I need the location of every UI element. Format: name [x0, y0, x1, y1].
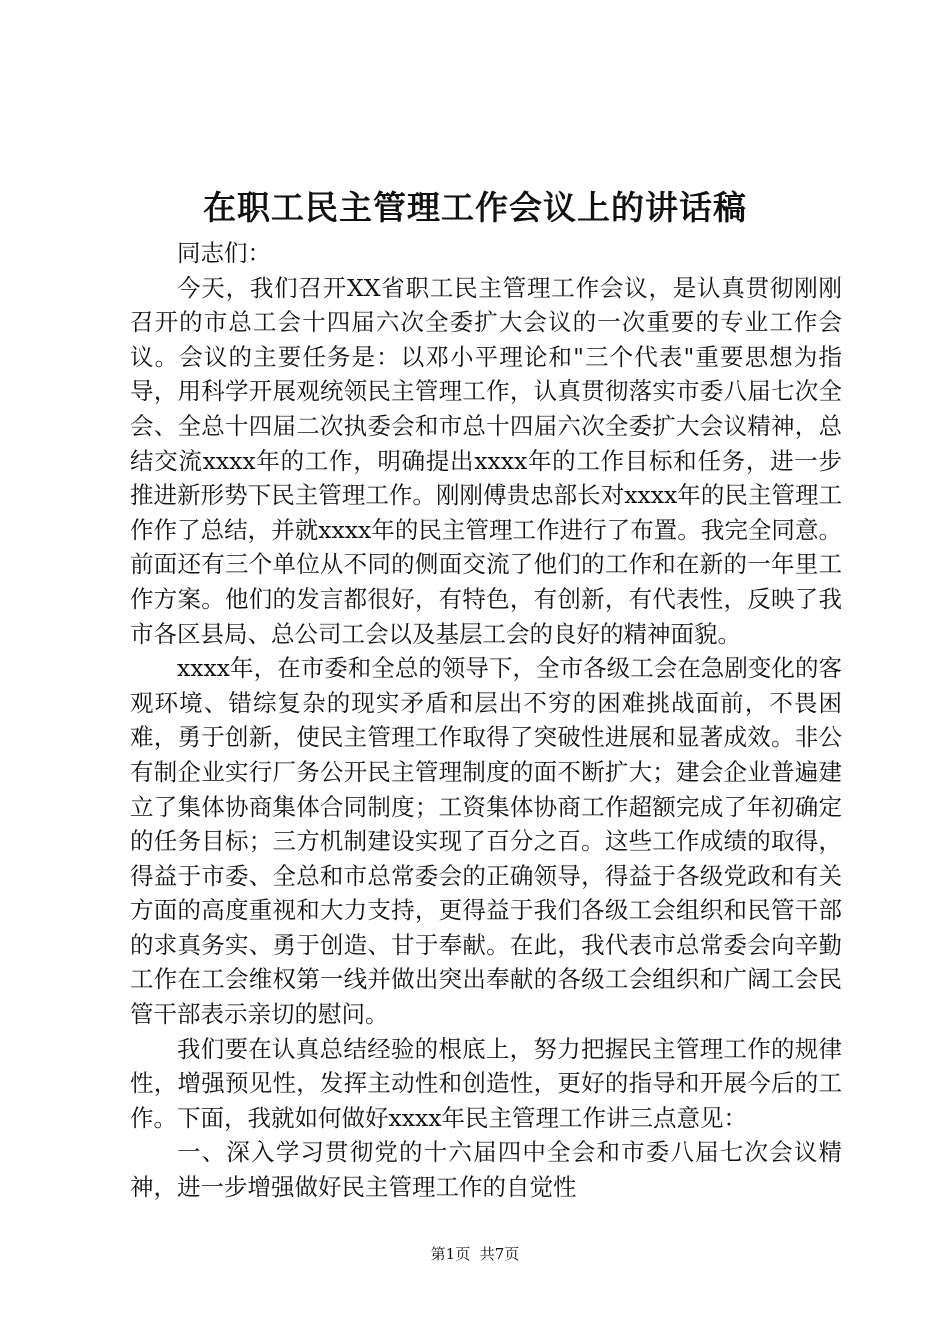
page-footer	[0, 1244, 950, 1264]
paragraph-2: xxxx年，在市委和全总的领导下，全市各级工会在急剧变化的客观环境、错综复杂的现实矛盾和层出不穷的困难挑战面前，不畏困难，勇于创新，使民主管理工作取得了突破性进展和显著成效。非公有制企业实行厂务公开民主管理制度的面不断扩大；建会企业普遍建立了集体协商集体合同制度；工资集体协商工作超额完成了年初确定的任务目标；三方机制建设实现了百分之百。这些工作成绩的取得，得益于市委、全总和市总常委会的正确领导，得益于各级党政和有关方面的高度重视和大力支持，更得益于我们各级工会组织和民管干部的求真务实、勇于创造、甘于奉献。在此，我代表市总常委会向辛勤工作在工会维权第一线并做出突出奉献的各级工会组织和广阔工会民管干部表示亲切的慰问。	[130, 654, 842, 1029]
section-heading-1: 一、深入学习贯彻党的十六届四中全会和市委八届七次会议精神，进一步增强做好民主管理工作的自觉性	[130, 1138, 842, 1202]
paragraph-1: 今天，我们召开XX省职工民主管理工作会议，是认真贯彻刚刚召开的市总工会十四届六次全委扩大会议的一次重要的专业工作会议。会议的主要任务是：以邓小平理论和"三个代表"重要思想为指导，用科学开展观统领民主管理工作，认真贯彻落实市委八届七次全会、全总十四届二次执委会和市总十四届六次全委扩大会议精神，总结交流xxxx年的工作，明确提出xxxx年的工作目标和任务，进一步推进新形势下民主管理工作。刚刚傅贵忠部长对xxxx年的民主管理工作作了总结，并就xxxx年的民主管理工作进行了布置。我完全同意。前面还有三个单位从不同的侧面交流了他们的工作和在新的一年里工作方案。他们的发言都很好，有特色，有创新，有代表性，反映了我市各区县局、总公司工会以及基层工会的良好的精神面貌。	[130, 273, 842, 648]
document-title: 在职工民主管理工作会议上的讲话稿	[203, 188, 747, 227]
document-body	[130, 236, 842, 1205]
paragraph-3: 我们要在认真总结经验的根底上，努力把握民主管理工作的规律性，增强预见性，发挥主动性和创造性，更好的指导和开展今后的工作。下面，我就如何做好xxxx年民主管理工作讲三点意见：	[130, 1034, 842, 1132]
page-number: 第1页	[430, 1245, 471, 1263]
page-total: 共7页	[479, 1245, 520, 1263]
greeting: 同志们：	[177, 239, 271, 267]
